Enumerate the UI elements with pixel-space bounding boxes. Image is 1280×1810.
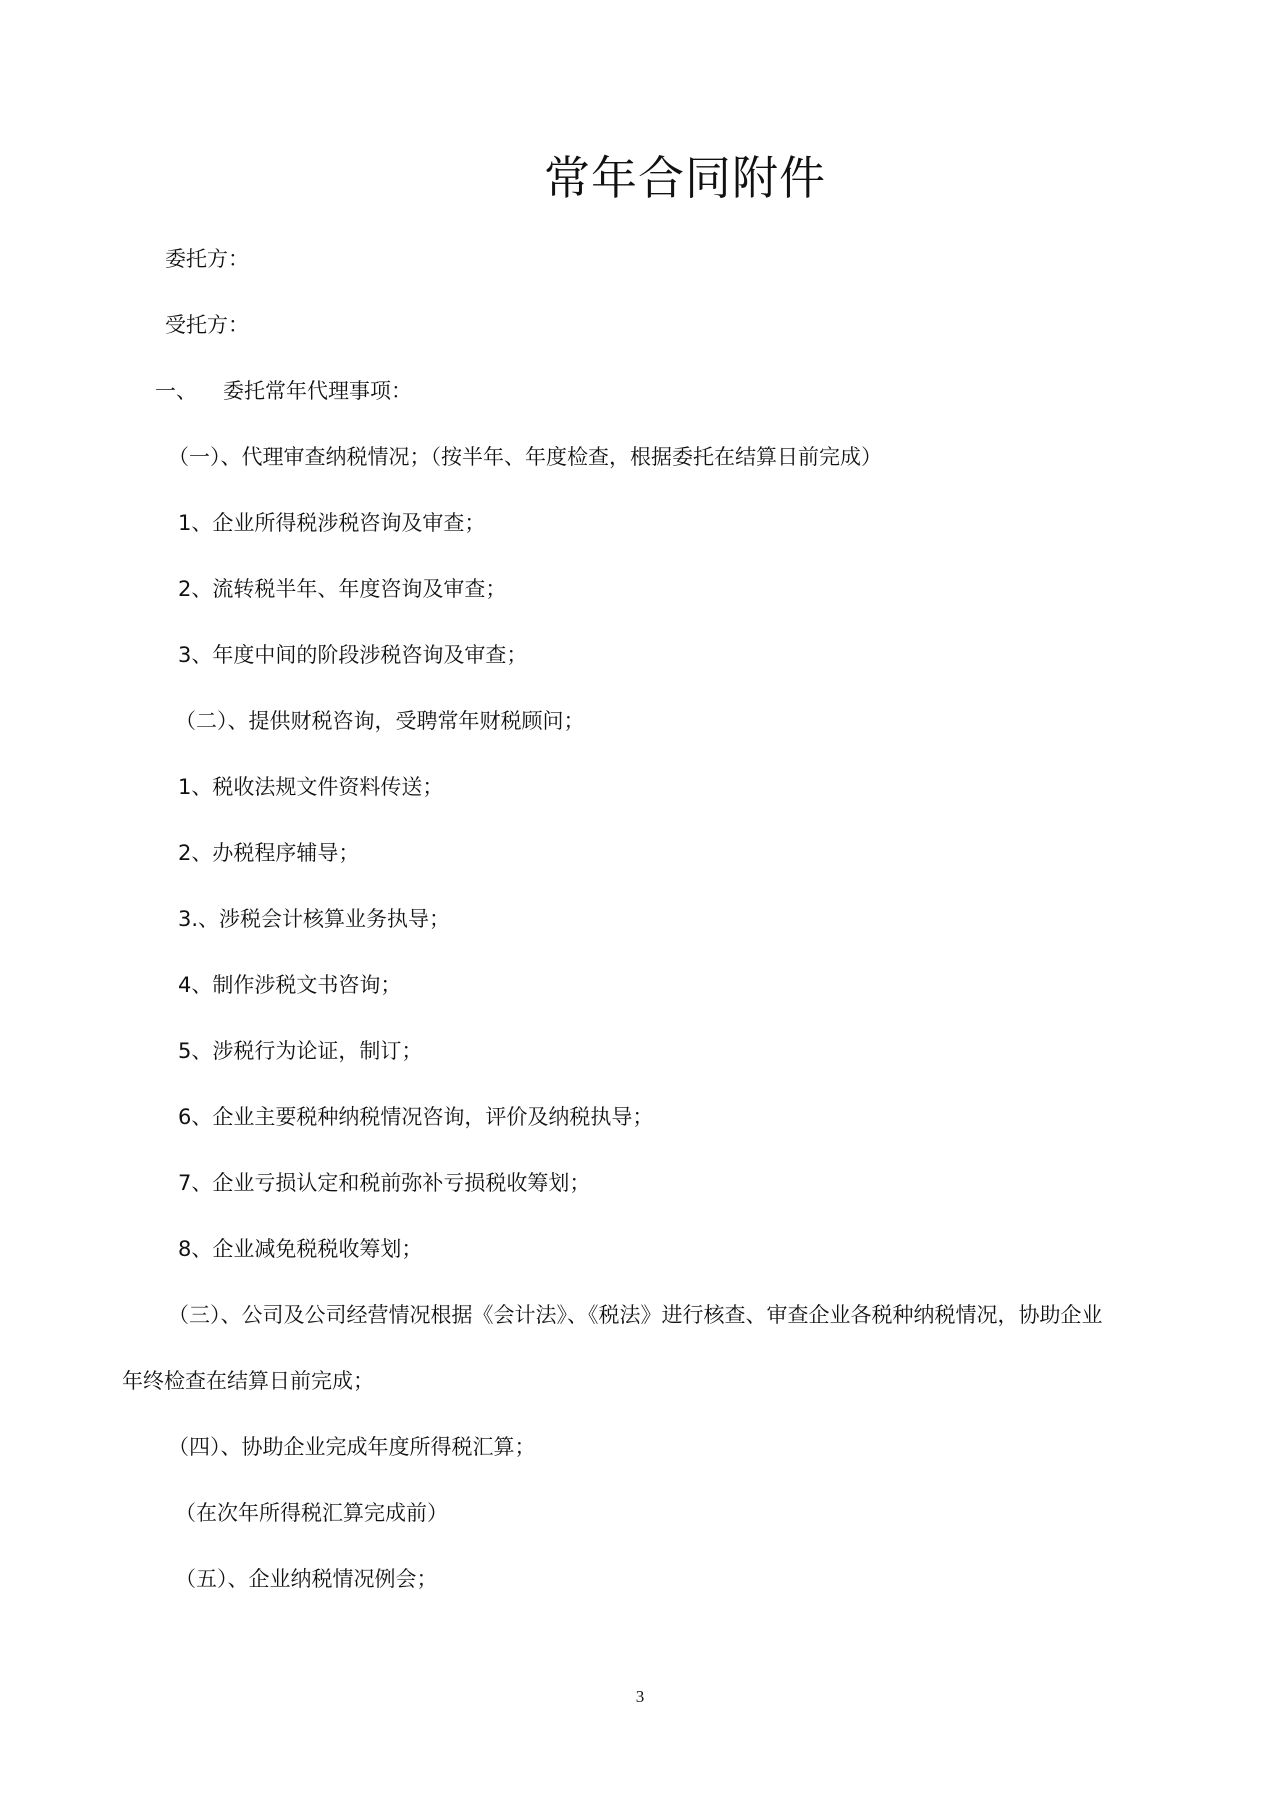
part-1-item: 3、年度中间的阶段涉税咨询及审查；: [178, 643, 528, 667]
part-2-item: 7、企业亏损认定和税前弥补亏损税收筹划；: [178, 1171, 591, 1195]
part-2-item: 8、企业减免税税收筹划；: [178, 1237, 423, 1261]
agent-label: 受托方：: [165, 313, 249, 337]
part-2-item: 3.、涉税会计核算业务执导；: [178, 907, 451, 931]
part-1-item: 1、企业所得税涉税咨询及审查；: [178, 511, 486, 535]
part-1-item: 2、流转税半年、年度咨询及审查；: [178, 577, 507, 601]
part-2-item: 1、税收法规文件资料传送；: [178, 775, 444, 799]
part-4-note: （在次年所得税汇算完成前）: [175, 1501, 448, 1525]
part-3-line-2: 年终检查在结算日前完成；: [122, 1369, 374, 1393]
part-2-item: 2、办税程序辅导；: [178, 841, 360, 865]
document-title: 常年合同附件: [544, 151, 826, 205]
section-1-title: 委托常年代理事项：: [223, 379, 412, 403]
page-number: 3: [635, 1687, 645, 1706]
principal-label: 委托方：: [165, 247, 249, 271]
part-1-heading: （一）、代理审查纳税情况；（按半年、年度检查，根据委托在结算日前完成）: [168, 445, 882, 469]
section-1-heading: [155, 376, 412, 406]
part-2-item: 4、制作涉税文书咨询；: [178, 973, 402, 997]
part-2-heading: （二）、提供财税咨询，受聘常年财税顾问；: [175, 709, 585, 733]
section-1-number: 一、: [155, 379, 197, 403]
part-2-item: 5、涉税行为论证，制订；: [178, 1039, 423, 1063]
part-5-heading: （五）、企业纳税情况例会；: [175, 1567, 438, 1591]
part-3-line-1: （三）、公司及公司经营情况根据《会计法》、《税法》进行核查、审查企业各税种纳税情况，协助企业: [168, 1303, 1103, 1327]
part-4-heading: （四）、协助企业完成年度所得税汇算；: [168, 1435, 536, 1459]
part-2-item: 6、企业主要税种纳税情况咨询，评价及纳税执导；: [178, 1105, 654, 1129]
